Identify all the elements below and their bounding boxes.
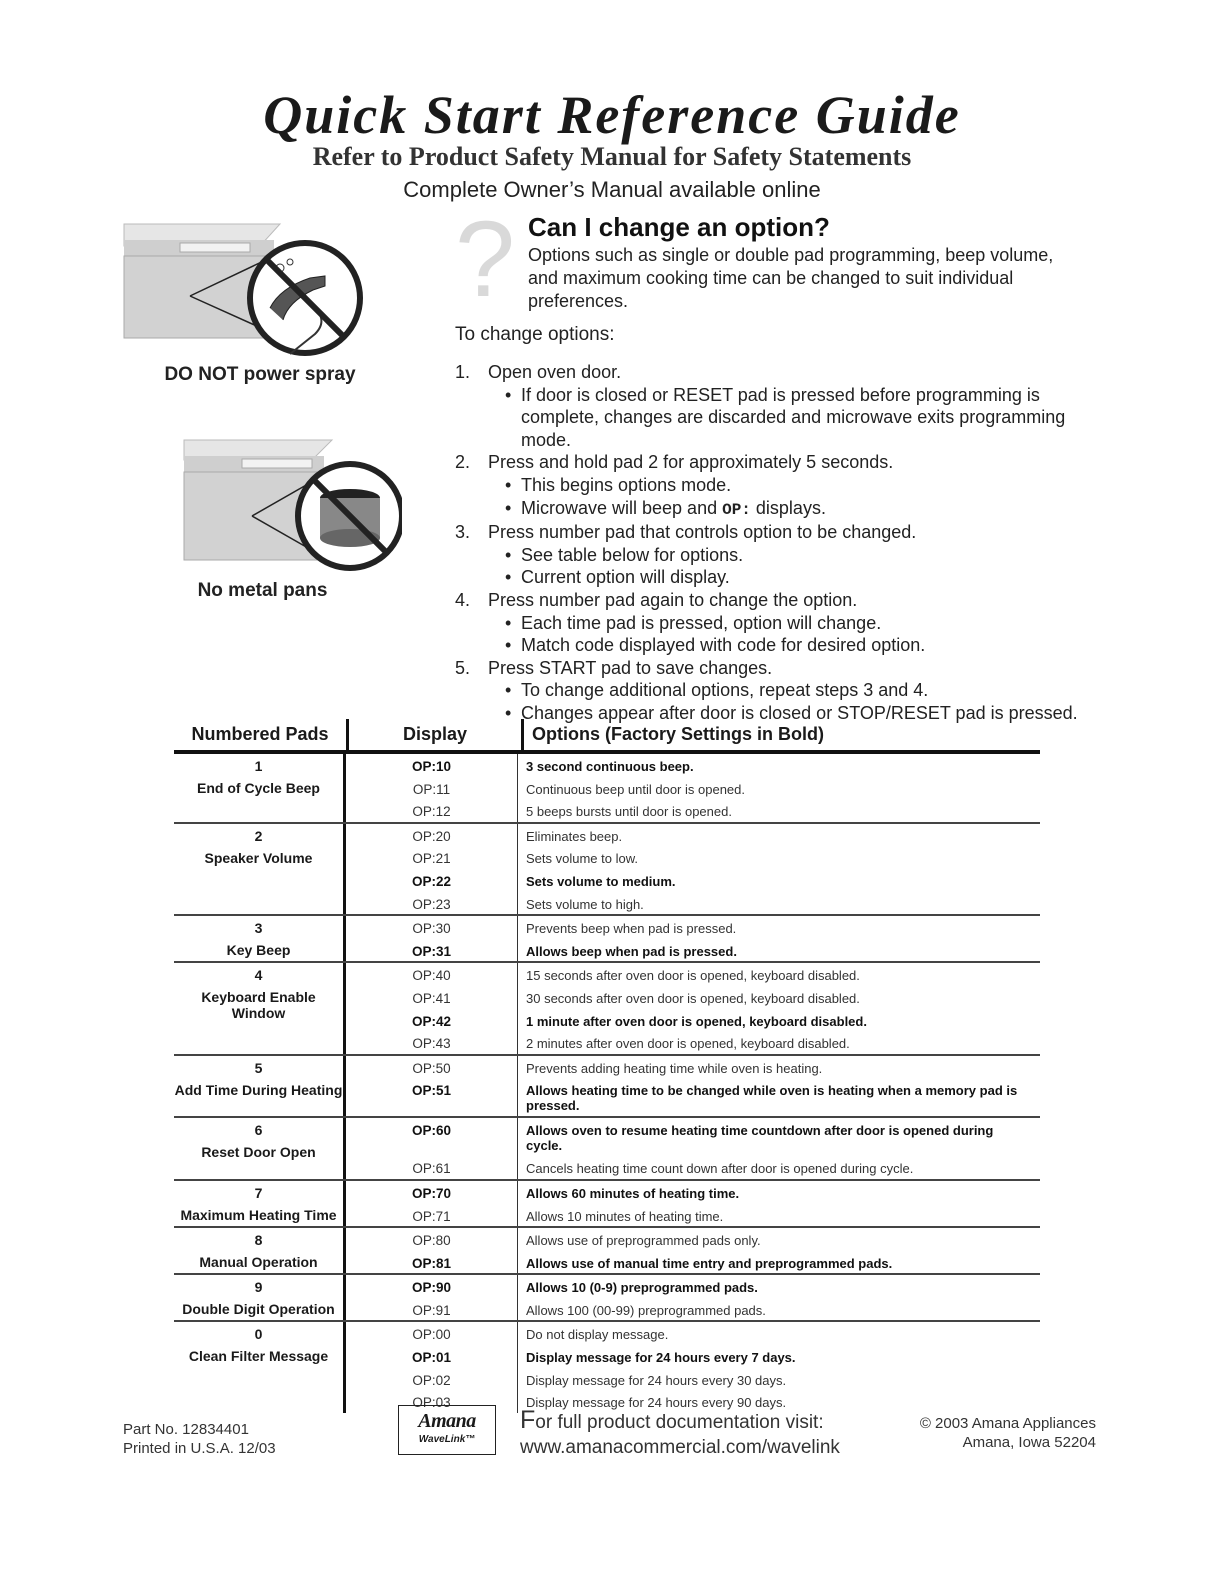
display-code: OP:71: [346, 1204, 518, 1227]
table-row: [346, 1156, 1040, 1179]
display-code: OP:50: [346, 1056, 518, 1079]
footer-documentation: [520, 1408, 840, 1460]
option-description: 30 seconds after oven door is opened, keyboard disabled.: [526, 990, 860, 1006]
table-row: [346, 846, 1040, 869]
option-description: Cancels heating time count down after door is opened during cycle.: [526, 1161, 914, 1177]
table-row: [346, 869, 1040, 892]
display-code: OP:12: [346, 799, 518, 822]
step-number: 1.: [455, 362, 471, 382]
pad-group: [174, 754, 1040, 824]
step-2: [455, 451, 1115, 521]
step-bullet: • To change additional options, repeat steps 3 and 4.: [505, 679, 1115, 702]
address: Amana, Iowa 52204: [962, 1434, 1096, 1451]
step-number: 5.: [455, 657, 471, 678]
pad-function: Double Digit Operation: [182, 1301, 335, 1318]
table-row: [346, 892, 1040, 915]
pad-number: 6: [254, 1122, 263, 1139]
option-description: Allows 60 minutes of heating time.: [526, 1185, 740, 1201]
display-code: OP:60: [346, 1118, 518, 1156]
step-bullet: [505, 497, 1115, 522]
pad-number: 3: [254, 920, 263, 937]
pad-group: [174, 1056, 1040, 1119]
display-code: OP:31: [346, 939, 518, 962]
doc-first-letter: F: [520, 1406, 536, 1434]
display-code: OP:11: [346, 777, 518, 800]
option-description: Sets volume to low.: [526, 851, 638, 867]
pad-cell: [174, 1118, 346, 1179]
option-description: Prevents adding heating time while oven is heating.: [526, 1060, 823, 1076]
option-description: Sets volume to high.: [526, 896, 644, 912]
step-1: [455, 361, 1115, 451]
step-5: [455, 657, 1115, 725]
step-bullet: • Match code displayed with code for desired option.: [505, 634, 1115, 657]
table-row: [346, 986, 1040, 1009]
pad-number: 0: [254, 1326, 263, 1343]
display-code: OP:: [722, 500, 751, 519]
option-description: Sets volume to medium.: [526, 873, 676, 889]
table-row: [346, 1056, 1040, 1079]
pad-number: 4: [254, 967, 263, 984]
option-description: Allows 10 (0-9) preprogrammed pads.: [526, 1280, 758, 1296]
table-row: [346, 1228, 1040, 1251]
table-header: [174, 719, 1040, 754]
display-code: OP:51: [346, 1078, 518, 1116]
step-4: [455, 589, 1115, 657]
header-display: Display: [349, 719, 524, 750]
page-title: Quick Start Reference Guide: [263, 85, 961, 145]
pad-function: Keyboard Enable Window: [201, 989, 316, 1022]
display-code: OP:91: [346, 1298, 518, 1321]
manual-subtitle: Complete Owner’s Manual available online: [403, 177, 821, 202]
printed-date: Printed in U.S.A. 12/03: [123, 1440, 276, 1457]
bullet-text: Microwave will beep and: [521, 497, 723, 518]
table-row: [346, 1204, 1040, 1227]
table-row: [346, 1251, 1040, 1274]
pad-function: Manual Operation: [199, 1254, 318, 1271]
pad-cell: [174, 754, 346, 822]
pad-cell: [174, 1275, 346, 1320]
pad-number: 9: [254, 1279, 263, 1296]
pad-group: [174, 963, 1040, 1055]
step-text: Press number pad again to change the option.: [488, 589, 858, 610]
steps-intro: To change options:: [455, 324, 615, 345]
footer-part-info: [123, 1420, 276, 1458]
pad-group: [174, 1322, 1040, 1412]
logo-sub: WaveLink™: [418, 1434, 476, 1445]
table-row: [346, 1009, 1040, 1032]
display-code: OP:61: [346, 1156, 518, 1179]
display-code: OP:01: [346, 1345, 518, 1368]
step-text: Press and hold pad 2 for approximately 5 seconds.: [488, 452, 894, 473]
step-bullet: • Current option will display.: [505, 566, 1115, 589]
step-bullet: • If door is closed or RESET pad is pressed before programming is complete, changes are discarded and microwave exits programming mode.: [505, 384, 1115, 452]
pad-number: 5: [254, 1059, 263, 1076]
pad-cell: [174, 824, 346, 914]
display-code: OP:22: [346, 869, 518, 892]
table-row: [346, 754, 1040, 777]
option-description: 1 minute after oven door is opened, keyboard disabled.: [526, 1013, 867, 1029]
option-description: Eliminates beep.: [526, 828, 623, 844]
display-code: OP:10: [346, 754, 518, 777]
doc-text: or full product documentation visit:: [535, 1412, 824, 1433]
table-body: [174, 754, 1040, 1413]
table-row: [346, 963, 1040, 986]
display-code: OP:80: [346, 1228, 518, 1251]
display-code: OP:81: [346, 1251, 518, 1274]
table-row: [346, 1345, 1040, 1368]
pad-function: Key Beep: [226, 942, 291, 959]
display-code: OP:90: [346, 1275, 518, 1298]
option-description: Display message for 24 hours every 90 days.: [526, 1395, 787, 1411]
option-description: 15 seconds after oven door is opened, keyboard disabled.: [526, 968, 860, 984]
pad-function: Speaker Volume: [204, 849, 313, 866]
table-row: [346, 1298, 1040, 1321]
logo-brand: Amana: [418, 1410, 476, 1432]
option-description: Allows use of preprogrammed pads only.: [526, 1233, 761, 1249]
pad-number: 7: [254, 1184, 263, 1201]
step-text: Press number pad that controls option to be changed.: [488, 522, 917, 543]
display-code: OP:30: [346, 916, 518, 939]
header-numbered-pads: Numbered Pads: [174, 719, 349, 750]
pad-cell: [174, 1228, 346, 1273]
option-description: Allows heating time to be changed while oven is heating when a memory pad is pressed.: [526, 1083, 1018, 1114]
table-row: [346, 1368, 1040, 1391]
step-bullet: • This begins options mode.: [505, 474, 1115, 497]
part-number: Part No. 12834401: [123, 1421, 249, 1438]
safety-subtitle: Refer to Product Safety Manual for Safety Statements: [312, 142, 912, 171]
option-description: Continuous beep until door is opened.: [526, 781, 745, 797]
no-power-spray-illustration: [120, 218, 365, 368]
table-row: [346, 1078, 1040, 1116]
pad-number: 2: [254, 827, 263, 844]
display-code: OP:03: [346, 1390, 518, 1413]
pad-function: Maximum Heating Time: [180, 1206, 337, 1223]
table-row: [346, 1275, 1040, 1298]
option-description: Allows 10 minutes of heating time.: [526, 1208, 724, 1224]
display-code: OP:70: [346, 1181, 518, 1204]
question-body: Options such as single or double pad programming, beep volume, and maximum cooking time can be changed to suit individual preferences.: [528, 245, 1054, 311]
option-description: Display message for 24 hours every 30 days.: [526, 1372, 787, 1388]
display-code: OP:42: [346, 1009, 518, 1032]
bullet-text: displays.: [750, 497, 826, 518]
step-bullet: • Each time pad is pressed, option will change.: [505, 612, 1115, 635]
table-row: [346, 799, 1040, 822]
display-code: OP:20: [346, 824, 518, 847]
copyright: © 2003 Amana Appliances: [919, 1415, 1096, 1432]
table-row: [346, 1181, 1040, 1204]
footer-copyright: [920, 1414, 1096, 1452]
pad-group: [174, 824, 1040, 916]
spray-caption: DO NOT power spray: [164, 364, 356, 385]
table-row: [346, 1118, 1040, 1156]
pad-cell: [174, 963, 346, 1053]
pad-function: Add Time During Heating: [174, 1081, 343, 1098]
step-bullet: • See table below for options.: [505, 544, 1115, 567]
step-number: 3.: [455, 522, 471, 543]
pad-cell: [174, 1322, 346, 1412]
pans-caption: No metal pans: [197, 580, 328, 601]
pad-cell: [174, 1181, 346, 1226]
display-code: OP:41: [346, 986, 518, 1009]
pad-group: [174, 1228, 1040, 1275]
pad-function: End of Cycle Beep: [197, 780, 320, 796]
steps-list: [455, 361, 1115, 725]
question-mark-icon: ?: [455, 198, 516, 319]
option-description: Allows oven to resume heating time countdown after door is opened during cycle.: [526, 1123, 994, 1154]
option-description: Do not display message.: [526, 1327, 669, 1343]
step-number: 4.: [455, 589, 471, 610]
pad-group: [174, 1275, 1040, 1322]
step-text: Press START pad to save changes.: [488, 657, 773, 678]
pad-cell: [174, 1056, 346, 1117]
no-metal-pans-illustration: [182, 438, 402, 578]
display-code: OP:40: [346, 963, 518, 986]
option-description: 2 minutes after oven door is opened, keyboard disabled.: [526, 1036, 850, 1052]
step-number: 2.: [455, 452, 471, 473]
option-description: Allows beep when pad is pressed.: [526, 943, 737, 959]
table-row: [346, 916, 1040, 939]
display-code: OP:00: [346, 1322, 518, 1345]
doc-url: www.amanacommercial.com/wavelink: [520, 1437, 840, 1458]
pad-number: 1: [254, 758, 263, 774]
pad-number: 8: [254, 1232, 263, 1249]
option-description: Prevents beep when pad is pressed.: [526, 921, 737, 937]
pad-function: Reset Door Open: [201, 1144, 316, 1161]
pad-function: Clean Filter Message: [188, 1348, 329, 1365]
option-description: Allows use of manual time entry and preprogrammed pads.: [526, 1255, 893, 1271]
pad-group: [174, 1181, 1040, 1228]
option-description: Display message for 24 hours every 7 days.: [526, 1350, 796, 1366]
table-row: [346, 1031, 1040, 1054]
display-code: OP:43: [346, 1031, 518, 1054]
step-text: Open oven door.: [488, 362, 622, 382]
option-description: 3 second continuous beep.: [526, 759, 694, 774]
option-description: Allows 100 (00-99) preprogrammed pads.: [526, 1302, 766, 1318]
pad-group: [174, 916, 1040, 963]
question-heading: Can I change an option?: [528, 212, 830, 242]
table-row: [346, 1322, 1040, 1345]
display-code: OP:02: [346, 1368, 518, 1391]
table-row: [346, 777, 1040, 800]
pad-cell: [174, 916, 346, 961]
step-bullet: • Changes appear after door is closed or STOP/RESET pad is pressed.: [505, 702, 1115, 725]
display-code: OP:21: [346, 846, 518, 869]
table-row: [346, 939, 1040, 962]
table-row: [346, 824, 1040, 847]
options-table: [174, 719, 1040, 1413]
amana-wavelink-logo: [398, 1405, 496, 1455]
option-description: 5 beeps bursts until door is opened.: [526, 804, 732, 820]
pad-group: [174, 1118, 1040, 1181]
step-3: [455, 521, 1115, 589]
display-code: OP:23: [346, 892, 518, 915]
header-options: Options (Factory Settings in Bold): [532, 724, 824, 744]
